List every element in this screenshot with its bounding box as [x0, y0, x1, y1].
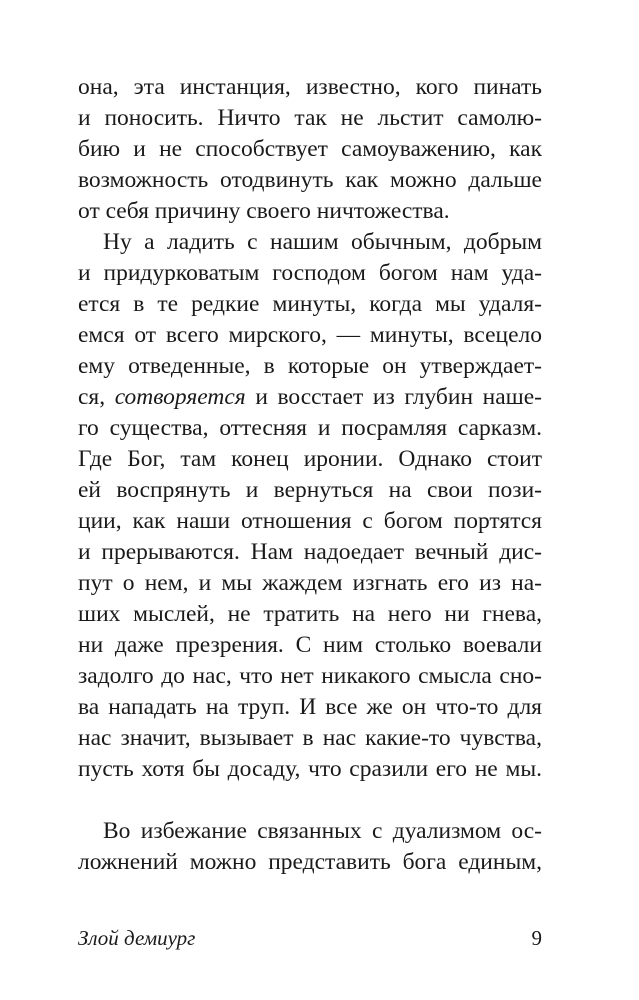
text-line: она, эта инстанция, известно, кого пинать	[78, 74, 542, 100]
text-line: ется в те редкие минуты, когда мы удаля-	[78, 291, 542, 317]
text-line	[78, 382, 542, 413]
text-line: от себя причину своего ничтожества.	[78, 198, 450, 224]
text-line: Ну а ладить с нашим обычным, добрым	[103, 229, 542, 255]
paragraph	[78, 816, 542, 878]
text-line: нас значит, вызывает в нас какие-то чувства,	[78, 725, 542, 751]
body-text	[78, 72, 542, 878]
text-line: ему отведенные, в которые он утверждает-	[78, 353, 542, 379]
text-line: бию и не способствует самоуважению, как	[78, 136, 542, 162]
text-line: и прерываются. Нам надоедает вечный дис-	[78, 539, 542, 565]
text-line: Во избежание связанных с дуализмом ос-	[103, 818, 542, 844]
paragraph	[78, 227, 542, 785]
text-line: пусть хотя бы досаду, что сразили его не мы.	[78, 756, 542, 782]
text-line: Где Бог, там конец иронии. Однако стоит	[78, 446, 542, 472]
paragraph	[78, 72, 542, 227]
text-segment: ся,	[78, 384, 115, 410]
text-line: ни даже презрения. С ним столько воевали	[78, 632, 542, 658]
text-line: ции, как наши отношения с богом портятся	[78, 508, 542, 534]
text-line: ва нападать на труп. И все же он что-то для	[78, 694, 542, 720]
text-line: ей воспрянуть и вернуться на свои пози-	[78, 477, 542, 503]
text-line: пут о нем, и мы жаждем изгнать его из на-	[78, 570, 542, 596]
section-break	[78, 785, 542, 816]
text-line: и придурковатым господом богом нам уда-	[78, 260, 542, 286]
text-segment: и восстает из глубин наше-	[245, 384, 542, 410]
text-line: и поносить. Ничто так не льстит самолю-	[78, 105, 542, 131]
running-title: Злой демиург	[78, 926, 196, 950]
text-line: го существа, оттесняя и посрамляя сарказм.	[78, 415, 542, 441]
page-number: 9	[531, 926, 542, 950]
text-line: задолго до нас, что нет никакого смысла сно-	[78, 663, 542, 689]
text-line: ших мыслей, не тратить на него ни гнева,	[78, 601, 542, 627]
italic-word: сотворяется	[114, 384, 246, 410]
text-line: емся от всего мирского, — минуты, всецело	[78, 322, 542, 348]
text-line: возможность отодвинуть как можно дальше	[78, 167, 542, 193]
text-line: ложнений можно представить бога единым,	[78, 849, 542, 875]
page-footer	[78, 925, 542, 951]
